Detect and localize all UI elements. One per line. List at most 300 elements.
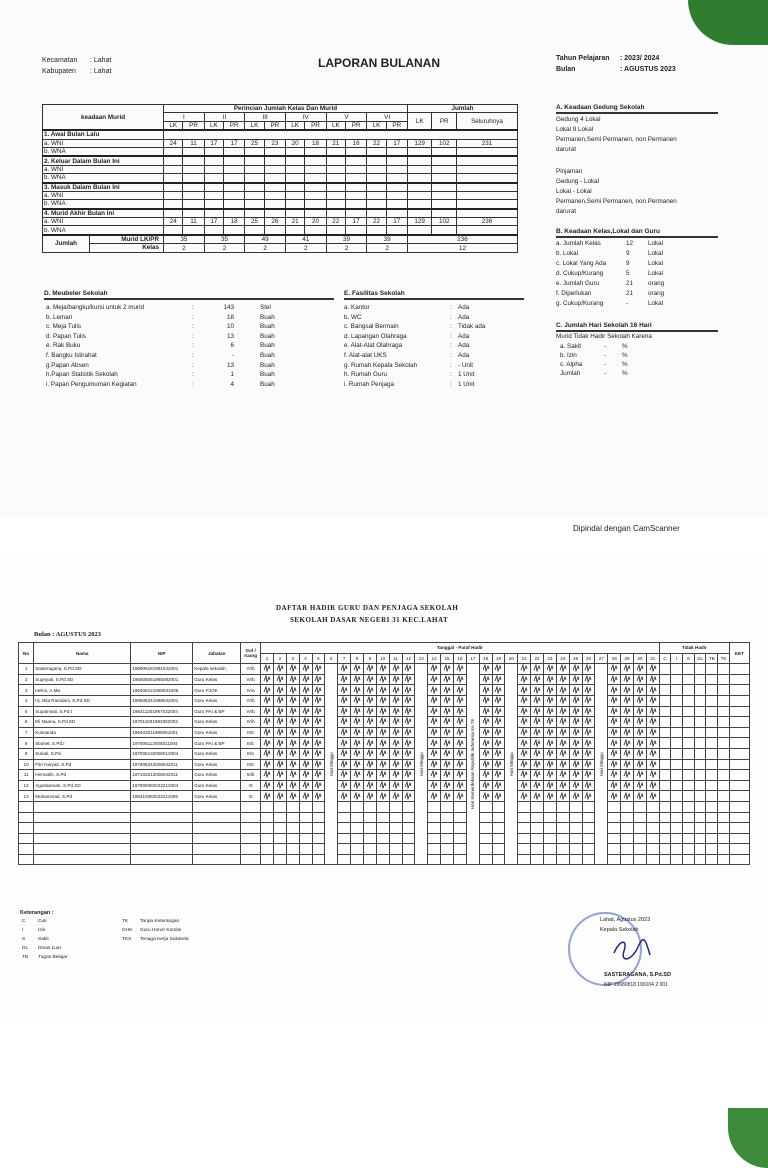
day-cell	[389, 791, 402, 802]
paraf-mark	[443, 717, 451, 725]
row-jabatan: Guru Kelas	[193, 695, 241, 706]
paraf-mark	[520, 792, 528, 800]
paraf-mark	[392, 664, 400, 672]
paraf-mark	[649, 664, 657, 672]
day-cell	[569, 748, 582, 759]
paraf-mark	[494, 781, 502, 789]
row-no: 5	[19, 706, 34, 717]
day-cell	[376, 727, 389, 738]
paraf-mark	[649, 770, 657, 778]
row-no: 8	[19, 738, 34, 749]
day-cell	[479, 833, 492, 844]
paraf-mark	[263, 770, 271, 778]
paraf-mark	[584, 675, 592, 683]
row-no	[19, 833, 34, 844]
paraf-mark	[404, 675, 412, 683]
paraf-mark	[572, 664, 580, 672]
paraf-mark	[610, 739, 618, 747]
paraf-mark	[636, 696, 644, 704]
day-cell	[646, 674, 659, 685]
day-cell	[453, 844, 466, 855]
kelas-guru-value: -	[626, 300, 629, 307]
paraf-mark	[623, 664, 631, 672]
paraf-mark	[314, 739, 322, 747]
day-cell	[299, 706, 312, 717]
day-cell	[556, 674, 569, 685]
absent-cell	[729, 844, 749, 855]
paraf-mark	[392, 781, 400, 789]
absent-cell	[729, 791, 749, 802]
paraf-mark	[263, 696, 271, 704]
paraf-mark	[482, 707, 490, 715]
day-cell	[518, 780, 531, 791]
day-cell	[608, 706, 621, 717]
row-gol	[241, 854, 261, 865]
legend-desc: Tenaga Kerja Sukarela	[140, 937, 189, 942]
day-cell	[569, 791, 582, 802]
day-cell	[569, 685, 582, 696]
wni-value: 11	[183, 139, 204, 147]
paraf-mark	[379, 707, 387, 715]
absent-cell	[706, 727, 718, 738]
kelas-guru-value: 21	[626, 280, 634, 287]
day-cell	[556, 823, 569, 834]
paraf-mark	[340, 717, 348, 725]
absent-cell	[729, 759, 749, 770]
paraf-mark	[430, 770, 438, 778]
paraf-mark	[366, 717, 374, 725]
absence-value: -	[604, 343, 607, 350]
fasilitas-status: 1 Unit	[458, 371, 475, 379]
meubeler-title: D. Meubeler Sekolah	[44, 290, 108, 297]
day-cell	[441, 717, 454, 728]
paraf-mark	[430, 792, 438, 800]
day-cell	[441, 844, 454, 855]
day-cell	[543, 770, 556, 781]
row-no: 2	[19, 674, 34, 685]
kelas-guru-unit: Lokal	[648, 250, 664, 257]
paraf-mark	[366, 792, 374, 800]
wni-label: a. WNI	[43, 191, 164, 199]
table-row	[19, 664, 750, 675]
paraf-mark	[533, 792, 541, 800]
day-cell	[261, 664, 274, 675]
hari-sekolah-subtitle: Murid Tidak Hadir Sekolah Karena	[556, 333, 652, 340]
col-ket: KET	[729, 643, 749, 664]
day-cell	[338, 674, 351, 685]
paraf-mark	[610, 675, 618, 683]
absent-cell	[659, 780, 671, 791]
day-cell	[518, 695, 531, 706]
day-head: 22	[531, 653, 544, 664]
day-cell	[608, 801, 621, 812]
paraf-mark	[340, 770, 348, 778]
paraf-mark	[623, 760, 631, 768]
paraf-mark	[353, 664, 361, 672]
gedung-line: Lokal 9 Lokal	[556, 126, 594, 133]
row-nip	[131, 812, 193, 823]
absent-cell	[718, 674, 730, 685]
paraf-mark	[340, 781, 348, 789]
gedung-line: Gedung 4 Lokal	[556, 116, 601, 123]
row-jabatan	[193, 812, 241, 823]
paraf-mark	[404, 728, 412, 736]
day-cell	[261, 812, 274, 823]
absent-cell	[671, 770, 683, 781]
paraf-mark	[263, 717, 271, 725]
paraf-mark	[314, 781, 322, 789]
wni-value: 17	[204, 139, 223, 147]
absent-cell	[683, 801, 695, 812]
day-cell	[312, 833, 325, 844]
day-cell	[479, 823, 492, 834]
paraf-mark	[623, 739, 631, 747]
absent-cell	[659, 674, 671, 685]
day-cell	[608, 738, 621, 749]
day-cell	[531, 759, 544, 770]
paraf-mark	[366, 749, 374, 757]
absent-cell	[671, 759, 683, 770]
day-cell	[646, 727, 659, 738]
day-cell	[531, 738, 544, 749]
absent-cell	[706, 770, 718, 781]
col-gol: Gol / ruang	[241, 643, 261, 664]
colon: :	[192, 380, 194, 388]
day-head: 21	[518, 653, 531, 664]
paraf-mark	[482, 675, 490, 683]
paraf-mark	[649, 717, 657, 725]
day-head: 4	[299, 653, 312, 664]
murid-total: 39	[367, 235, 408, 244]
row-nama	[34, 812, 131, 823]
wni-value: 129	[407, 139, 431, 147]
paraf-mark	[404, 781, 412, 789]
day-cell	[453, 664, 466, 675]
section-keluar: 2. Keluar Dalam Bulan Ini	[43, 156, 164, 165]
pr-head: PR	[224, 121, 245, 130]
day-head: 17	[466, 653, 479, 664]
absent-cell	[671, 791, 683, 802]
day-cell	[312, 717, 325, 728]
paraf-mark	[584, 717, 592, 725]
pr-head: PR	[305, 121, 326, 130]
paraf-mark	[649, 781, 657, 789]
paraf-mark	[366, 675, 374, 683]
day-cell	[518, 833, 531, 844]
paraf-mark	[520, 717, 528, 725]
day-head: 13	[415, 653, 428, 664]
day-cell	[582, 833, 595, 844]
paraf-mark	[314, 749, 322, 757]
day-cell	[441, 801, 454, 812]
absent-cell	[683, 812, 695, 823]
murid-lkpr-label: Murid LK/PR	[90, 236, 163, 245]
day-cell	[273, 706, 286, 717]
table-row	[19, 780, 750, 791]
wni-value: 18	[305, 139, 326, 147]
day-cell	[518, 759, 531, 770]
paraf-mark	[456, 664, 464, 672]
row-nama	[34, 854, 131, 865]
absent-cell	[659, 801, 671, 812]
meubeler-qty: 13	[226, 361, 234, 369]
absent-cell	[659, 791, 671, 802]
table-row	[19, 823, 750, 834]
paraf-mark	[276, 760, 284, 768]
paraf-mark	[559, 717, 567, 725]
day-cell	[428, 759, 441, 770]
absent-cell	[659, 844, 671, 855]
absent-head: DL	[694, 653, 706, 664]
meubeler-label: e. Rak Buku	[46, 342, 81, 350]
paraf-mark	[636, 686, 644, 694]
class-head: IV	[285, 113, 326, 121]
paraf-mark	[314, 707, 322, 715]
day-cell	[621, 791, 634, 802]
paraf-mark	[572, 675, 580, 683]
day-cell	[428, 844, 441, 855]
day-cell	[556, 780, 569, 791]
day-cell	[634, 833, 647, 844]
paraf-mark	[559, 707, 567, 715]
paraf-mark	[572, 707, 580, 715]
day-cell	[453, 791, 466, 802]
row-jabatan: Guru Kelas	[193, 717, 241, 728]
day-cell	[453, 674, 466, 685]
day-cell	[518, 823, 531, 834]
meubeler-unit: Stel	[260, 304, 271, 311]
paraf-mark	[392, 717, 400, 725]
day-cell	[582, 674, 595, 685]
paraf-mark	[430, 739, 438, 747]
meubeler-qty: 18	[226, 313, 234, 321]
absent-cell	[659, 770, 671, 781]
absent-cell	[706, 695, 718, 706]
paraf-mark	[572, 696, 580, 704]
day-cell	[646, 770, 659, 781]
day-cell	[531, 801, 544, 812]
day-cell	[453, 717, 466, 728]
paraf-mark	[302, 760, 310, 768]
paraf-mark	[443, 770, 451, 778]
day-cell	[363, 717, 376, 728]
row-jabatan	[193, 833, 241, 844]
paraf-mark	[494, 760, 502, 768]
day-cell	[621, 844, 634, 855]
day-cell	[518, 727, 531, 738]
day-cell	[621, 812, 634, 823]
absent-cell	[659, 727, 671, 738]
day-cell	[608, 791, 621, 802]
paraf-mark	[623, 792, 631, 800]
day-cell	[531, 812, 544, 823]
row-gol: III/c	[241, 748, 261, 759]
day-cell	[479, 812, 492, 823]
row-nip: 196411201987032004	[131, 706, 193, 717]
day-cell	[261, 854, 274, 865]
absent-cell	[706, 748, 718, 759]
day-cell	[286, 791, 299, 802]
day-cell	[646, 844, 659, 855]
fasilitas-status: Ada	[458, 304, 470, 311]
row-jabatan: Guru Kelas	[193, 770, 241, 781]
paraf-mark	[314, 717, 322, 725]
day-cell	[441, 823, 454, 834]
paraf-mark	[533, 696, 541, 704]
legend-desc: Tanpa Keterangan	[140, 919, 180, 924]
paraf-mark	[546, 686, 554, 694]
meubeler-unit: Buah	[260, 342, 275, 350]
row-jabatan	[193, 801, 241, 812]
day-cell	[402, 664, 415, 675]
day-cell	[402, 759, 415, 770]
day-cell	[518, 738, 531, 749]
paraf-mark	[353, 696, 361, 704]
day-cell	[582, 780, 595, 791]
row-no	[19, 844, 34, 855]
paraf-mark	[314, 675, 322, 683]
kelas-total: 2	[326, 244, 367, 253]
gedung-title: A. Keadaan Gedung Sekolah	[556, 104, 645, 111]
absent-cell	[718, 738, 730, 749]
day-cell	[556, 727, 569, 738]
day-head: 10	[376, 653, 389, 664]
colon: :	[192, 304, 194, 311]
absent-cell	[671, 695, 683, 706]
legend-desc: Izin	[38, 928, 46, 933]
absent-cell	[694, 770, 706, 781]
day-cell	[646, 801, 659, 812]
paraf-mark	[482, 739, 490, 747]
day-cell	[453, 695, 466, 706]
day-cell	[376, 833, 389, 844]
paraf-mark	[379, 770, 387, 778]
day-cell	[338, 748, 351, 759]
paraf-mark	[572, 728, 580, 736]
day-cell	[261, 844, 274, 855]
paraf-mark	[572, 792, 580, 800]
day-cell	[608, 844, 621, 855]
day-cell	[441, 770, 454, 781]
day-cell	[518, 706, 531, 717]
paraf-mark	[584, 770, 592, 778]
row-gol: III/b	[241, 770, 261, 781]
paraf-mark	[572, 686, 580, 694]
legend-desc: Tugas Belajar	[38, 955, 68, 960]
day-cell	[518, 748, 531, 759]
day-cell	[492, 791, 505, 802]
paraf-mark	[636, 707, 644, 715]
paraf-mark	[263, 686, 271, 694]
paraf-mark	[649, 686, 657, 694]
day-cell	[312, 664, 325, 675]
kelas-guru-label: c. Lokal Yang Ada	[556, 260, 607, 267]
day-cell	[338, 812, 351, 823]
absent-cell	[706, 854, 718, 865]
row-nip	[131, 833, 193, 844]
paraf-mark	[289, 760, 297, 768]
day-cell	[634, 664, 647, 675]
paraf-mark	[379, 760, 387, 768]
day-cell	[543, 801, 556, 812]
row-jabatan: Guru PAI & BP	[193, 738, 241, 749]
col-rincian: Perincian Jumlah Kelas Dan Murid	[164, 105, 408, 113]
kelas-total: 2	[164, 244, 205, 253]
absent-cell	[718, 780, 730, 791]
day-cell	[273, 812, 286, 823]
day-cell	[389, 717, 402, 728]
day-cell	[402, 738, 415, 749]
meubeler-qty: -	[231, 352, 234, 359]
paraf-mark	[340, 664, 348, 672]
paraf-mark	[520, 664, 528, 672]
day-cell	[376, 748, 389, 759]
day-cell	[543, 833, 556, 844]
sign-place: Lahat, Agustus 2023	[600, 917, 651, 923]
absent-cell	[694, 727, 706, 738]
day-cell	[479, 844, 492, 855]
row-jabatan: Kepala sekolah	[193, 664, 241, 675]
day-cell	[338, 717, 351, 728]
day-cell	[608, 748, 621, 759]
paraf-mark	[443, 749, 451, 757]
absence-value: -	[604, 361, 607, 368]
kelas-guru-value: 5	[626, 270, 630, 277]
row-jabatan	[193, 844, 241, 855]
day-cell	[634, 717, 647, 728]
legend-desc: Sakit	[38, 937, 49, 942]
paraf-mark	[584, 760, 592, 768]
row-no: 12	[19, 780, 34, 791]
day-cell	[402, 674, 415, 685]
class-head: I	[164, 113, 205, 121]
paraf-mark	[610, 749, 618, 757]
absent-cell	[683, 674, 695, 685]
paraf-mark	[430, 675, 438, 683]
absent-cell	[694, 706, 706, 717]
day-head: 8	[351, 653, 364, 664]
paraf-mark	[572, 749, 580, 757]
row-gol	[241, 823, 261, 834]
row-nama: Helmi, A.Ma	[34, 685, 131, 696]
paraf-mark	[289, 792, 297, 800]
gedung-line: darurat	[556, 146, 576, 153]
day-cell	[351, 674, 364, 685]
day-cell	[299, 812, 312, 823]
row-gol: IV/b	[241, 695, 261, 706]
day-cell	[621, 664, 634, 675]
absent-cell	[659, 823, 671, 834]
day-cell	[351, 844, 364, 855]
day-cell	[273, 738, 286, 749]
paraf-mark	[276, 749, 284, 757]
day-cell	[363, 833, 376, 844]
absent-cell	[718, 727, 730, 738]
legend-code: DL	[22, 946, 29, 951]
colon: :	[192, 313, 194, 321]
absence-value: -	[604, 370, 607, 377]
paraf-mark	[443, 664, 451, 672]
absent-head: C	[659, 653, 671, 664]
row-nama: Suriati, S.Pd	[34, 748, 131, 759]
paraf-mark	[623, 696, 631, 704]
day-cell	[441, 695, 454, 706]
day-head: 31	[646, 653, 659, 664]
paraf-mark	[443, 792, 451, 800]
kelas-guru-title: B. Keadaan Kelas,Lokal dan Guru	[556, 228, 661, 235]
paraf-mark	[276, 696, 284, 704]
row-nip	[131, 823, 193, 834]
